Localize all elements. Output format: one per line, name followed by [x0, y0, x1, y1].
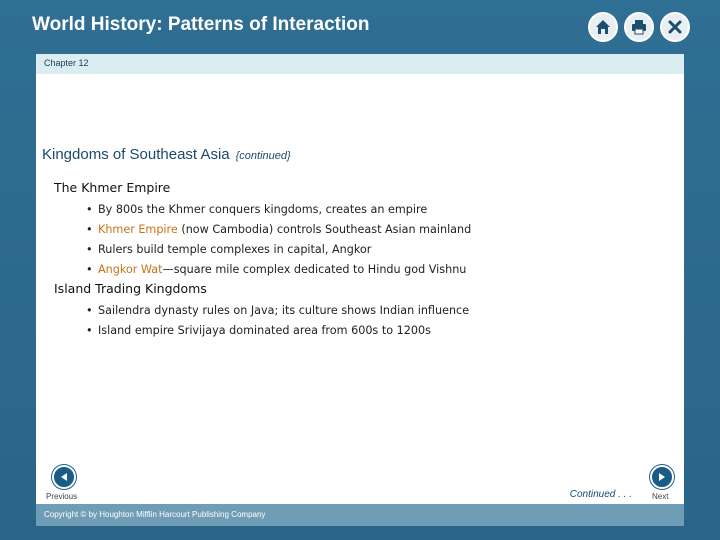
arrow-right-icon: [657, 472, 667, 482]
continued-label: Continued . . .: [569, 489, 632, 500]
home-icon[interactable]: [588, 12, 618, 42]
bullet-text: By 800s the Khmer conquers kingdoms, creates an empire: [98, 203, 428, 216]
bullet-item: [86, 302, 568, 319]
section-heading: The Khmer Empire: [54, 180, 171, 195]
bullet-item: [86, 201, 518, 218]
bullet-item: [86, 261, 568, 278]
footer-bar: [36, 504, 684, 526]
app-title: World History: Patterns of Interaction: [32, 14, 370, 35]
chapter-label: Chapter 12: [44, 58, 89, 68]
bullet-item: [86, 221, 518, 238]
bullet-text: Island empire Srivijaya dominated area from 600s to 1200s: [98, 324, 431, 337]
section-heading: Island Trading Kingdoms: [54, 281, 207, 296]
highlight-term: Khmer Empire: [98, 223, 178, 236]
copyright-text: Copyright © by Houghton Mifflin Harcourt Publishing Company: [44, 510, 266, 519]
bullet-list: [54, 201, 664, 278]
bullet-text: —square mile complex dedicated to Hindu god Vishnu: [162, 263, 467, 276]
slide-body: [54, 180, 664, 342]
close-icon[interactable]: [660, 12, 690, 42]
bullet-item: [86, 322, 568, 339]
arrow-left-icon: [59, 472, 69, 482]
bullet-list: [54, 302, 664, 339]
chapter-bar: [36, 54, 684, 74]
bullet-text: Sailendra dynasty rules on Java; its culture shows Indian influence: [98, 304, 470, 317]
next-button[interactable]: [650, 465, 674, 489]
top-toolbar: [588, 12, 690, 42]
highlight-term: Angkor Wat: [98, 263, 163, 276]
next-label[interactable]: Next: [652, 492, 669, 501]
previous-button[interactable]: [52, 465, 76, 489]
previous-label[interactable]: Previous: [46, 492, 78, 501]
bullet-text: (now Cambodia) controls Southeast Asian mainland: [177, 223, 472, 236]
bullet-text: Rulers build temple complexes in capital, Angkor: [98, 243, 372, 256]
slide-subtitle: {continued}: [235, 150, 291, 162]
bullet-item: [86, 241, 518, 258]
slide-title: [42, 146, 291, 163]
print-icon[interactable]: [624, 12, 654, 42]
slide-title-text: Kingdoms of Southeast Asia: [42, 146, 230, 163]
slide-content: [36, 74, 684, 504]
